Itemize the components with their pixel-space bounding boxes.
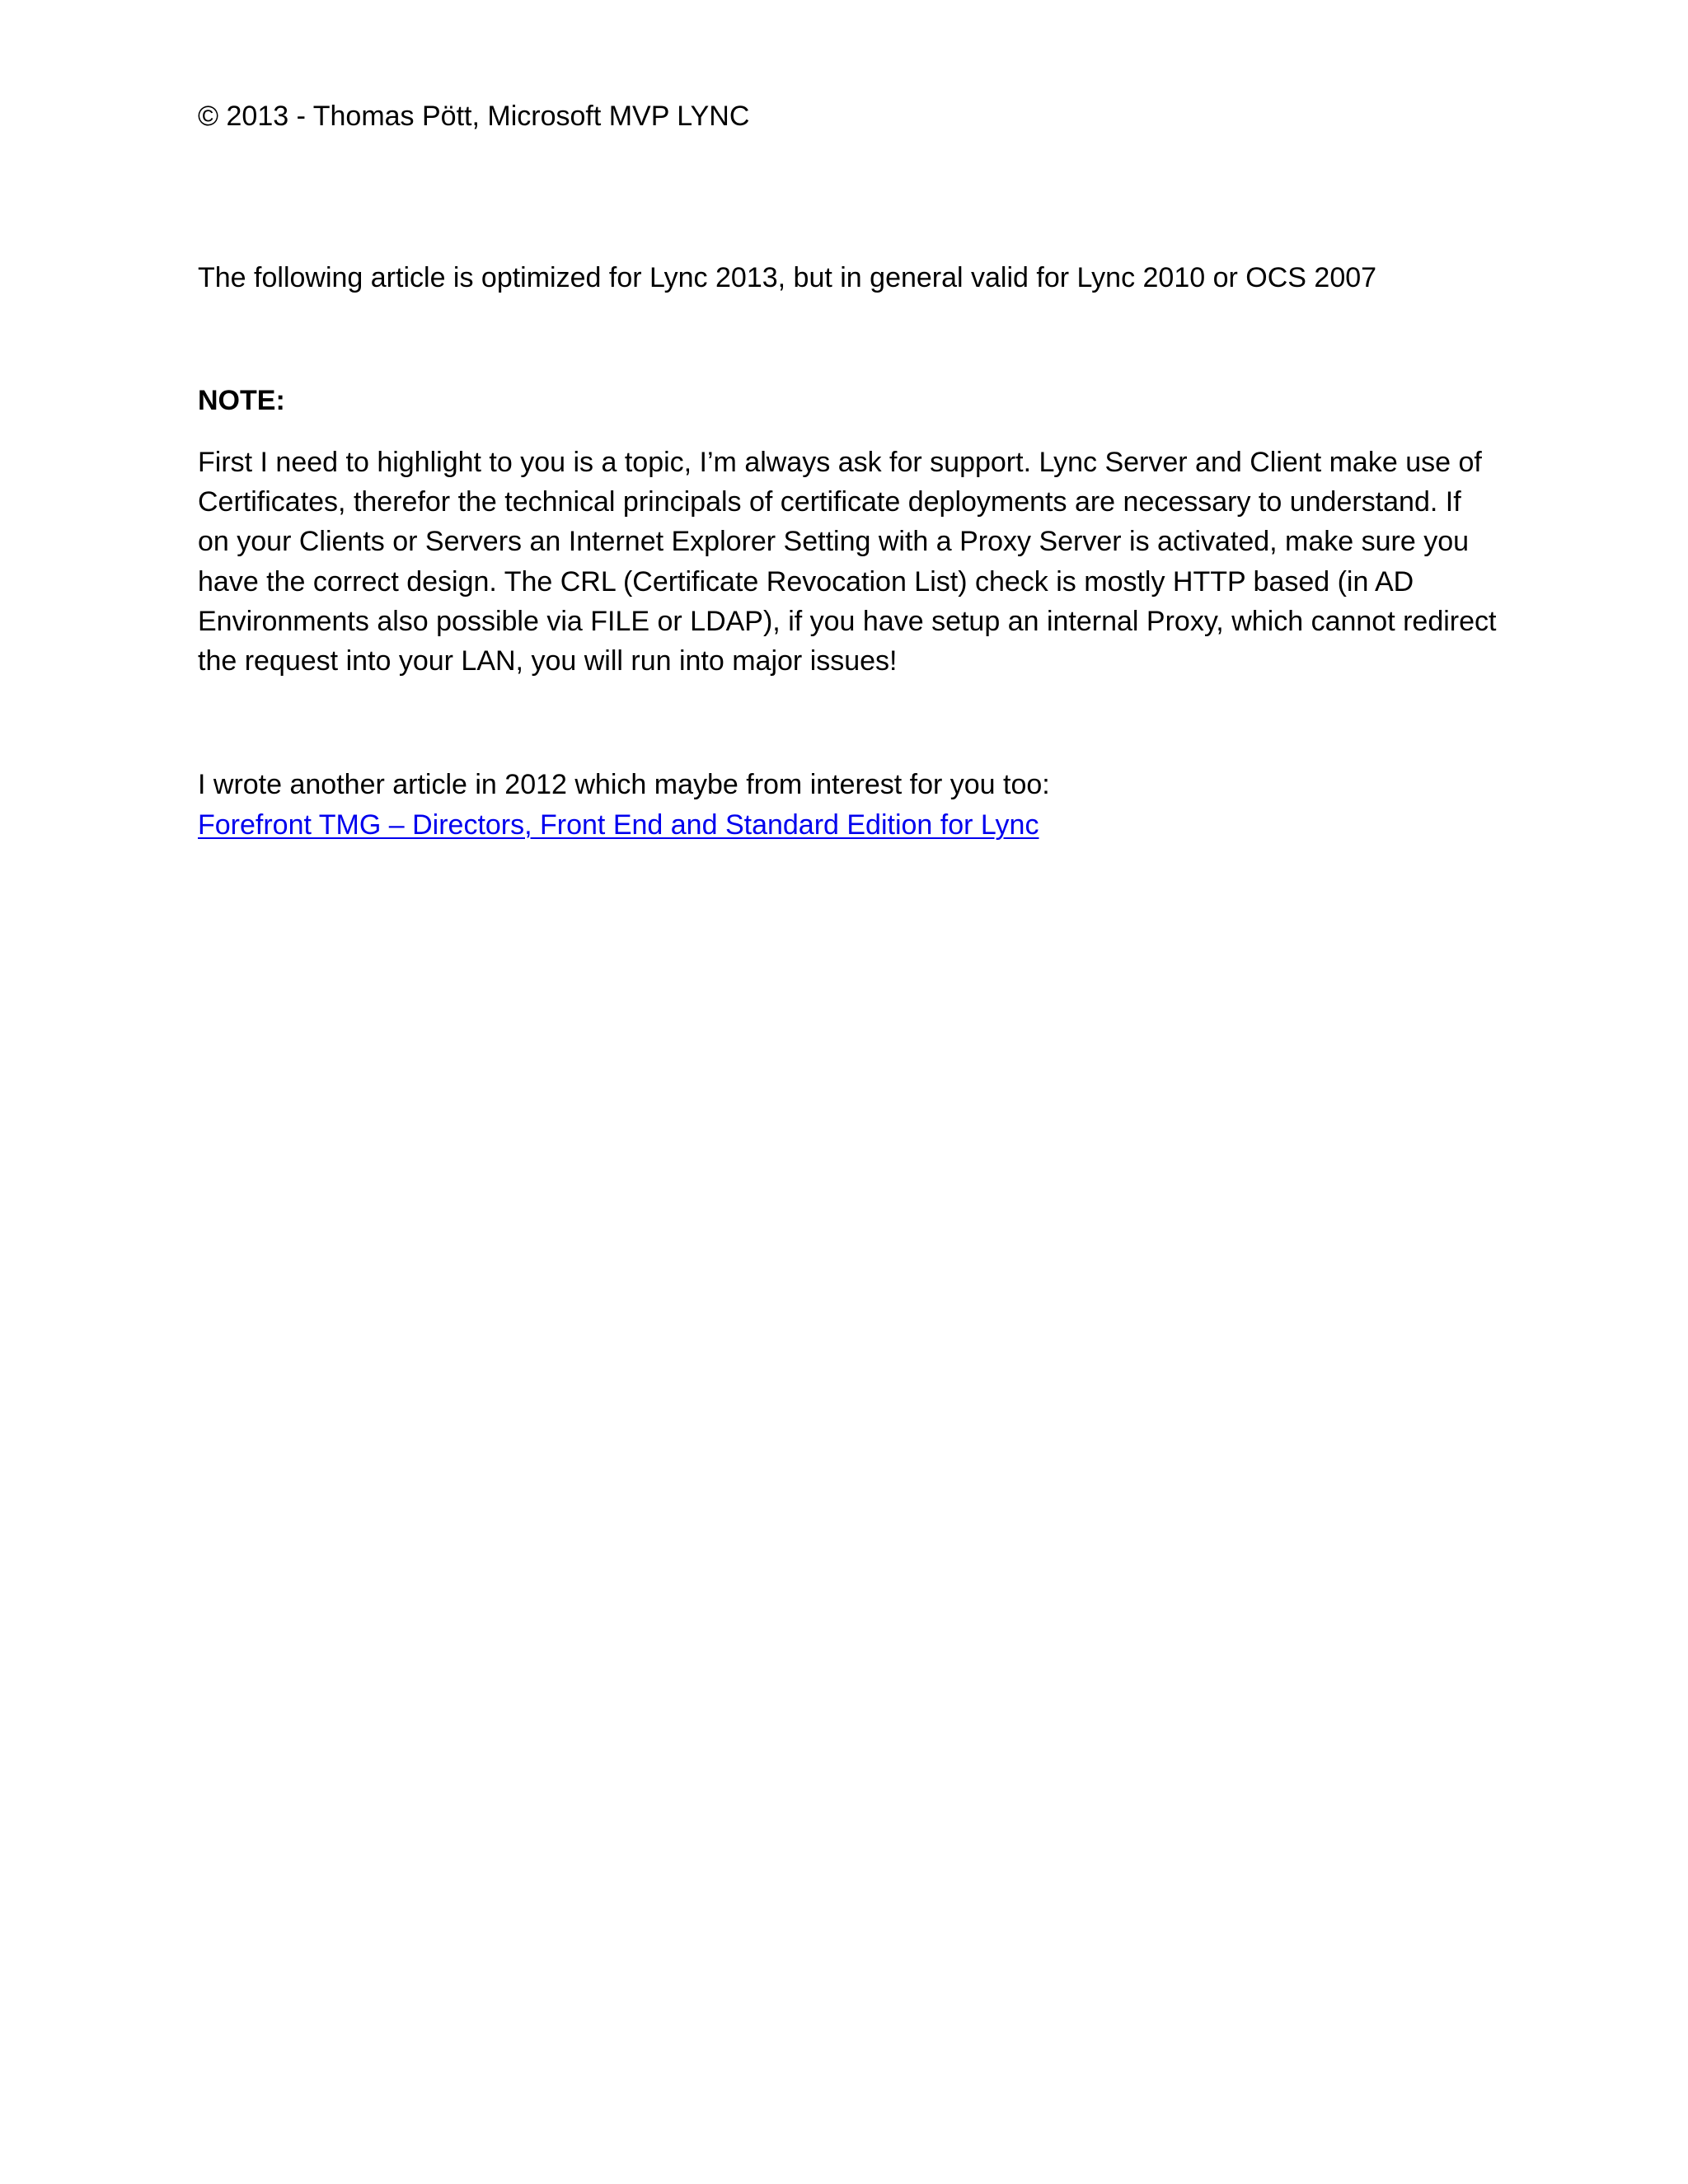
intro-paragraph: The following article is optimized for Lync 2013, but in general valid for Lync 2010 or OCS 2007 [198, 262, 1377, 293]
note-line: the request into your LAN, you will run into major issues! [198, 645, 898, 677]
related-article-link[interactable]: Forefront TMG – Directors, Front End and Standard Edition for Lync [198, 808, 1039, 841]
note-line: First I need to highlight to you is a topic, I’m always ask for support. Lync Server and Client make use of [198, 447, 1482, 478]
note-line: on your Clients or Servers an Internet Explorer Setting with a Proxy Server is activated, make sure you [198, 526, 1470, 558]
related-article-block [198, 765, 1050, 845]
related-article-text: I wrote another article in 2012 which maybe from interest for you too: [198, 769, 1050, 800]
note-line: Certificates, therefor the technical principals of certificate deployments are necessary to understand. If [198, 486, 1461, 518]
note-heading: NOTE: [198, 385, 285, 416]
note-line: have the correct design. The CRL (Certificate Revocation List) check is mostly HTTP based (in AD [198, 565, 1414, 598]
copyright-line: © 2013 - Thomas Pött, Microsoft MVP LYNC [198, 101, 750, 132]
note-paragraph [198, 443, 1517, 681]
note-line: Environments also possible via FILE or LDAP), if you have setup an internal Proxy, which cannot redirect [198, 605, 1497, 637]
